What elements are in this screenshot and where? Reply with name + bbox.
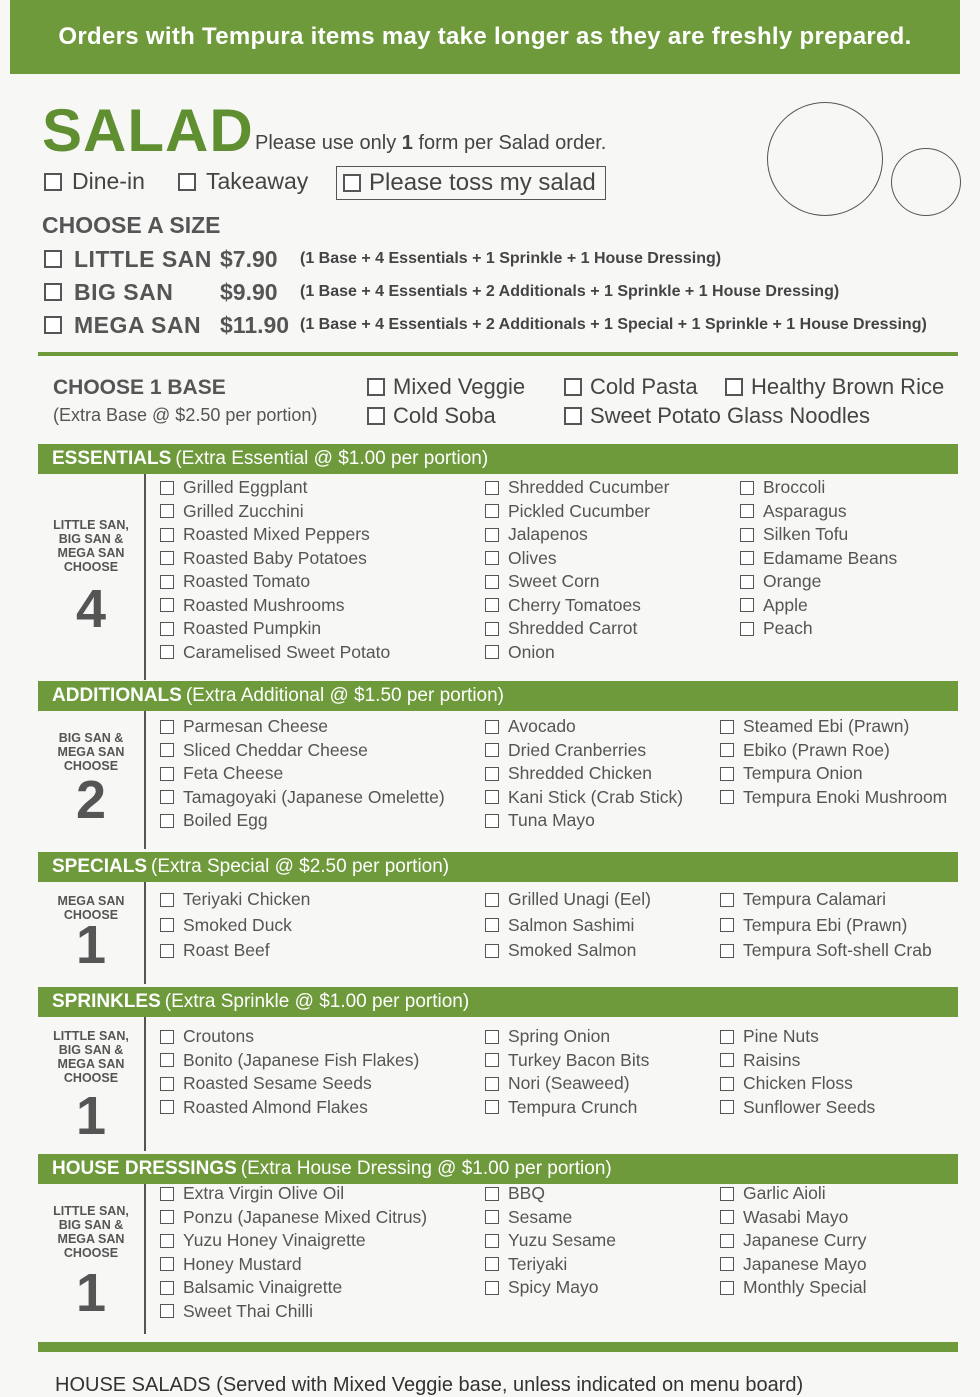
- option-checkbox[interactable]: [720, 1187, 734, 1201]
- size-option-mega[interactable]: MEGA SAN $11.90 (1 Base + 4 Essentials + 2 Additionals + 1 Special + 1 Sprinkle + 1 House Dressing): [44, 310, 927, 340]
- divider: [38, 1342, 958, 1352]
- divider: [38, 352, 958, 356]
- option-checkbox[interactable]: [160, 504, 174, 518]
- option-checkbox[interactable]: [160, 720, 174, 734]
- essentials-section: [38, 474, 958, 680]
- option-checkbox[interactable]: [720, 720, 734, 734]
- menu-option[interactable]: [720, 763, 863, 784]
- menu-option[interactable]: [720, 1097, 875, 1118]
- additionals-header: ADDITIONALS (Extra Additional @ $1.50 per portion): [38, 681, 958, 711]
- menu-option[interactable]: [485, 1050, 649, 1071]
- menu-option[interactable]: [485, 595, 641, 616]
- menu-option[interactable]: [720, 1207, 848, 1228]
- menu-option[interactable]: [740, 477, 825, 498]
- base-option[interactable]: Healthy Brown Rice: [725, 374, 944, 400]
- base-option[interactable]: Cold Soba: [367, 403, 496, 429]
- option-checkbox[interactable]: [485, 1234, 499, 1248]
- base-option[interactable]: Cold Pasta: [564, 374, 698, 400]
- option-checkbox[interactable]: [160, 598, 174, 612]
- choose-who-label: CHOOSE: [63, 759, 119, 773]
- option-label: Turkey Bacon Bits: [508, 1049, 650, 1070]
- choose-who-label: MEGA SAN: [57, 894, 125, 908]
- option-checkbox[interactable]: [160, 944, 174, 958]
- menu-option[interactable]: [160, 477, 308, 498]
- menu-option[interactable]: [720, 787, 947, 808]
- option-checkbox[interactable]: [740, 481, 754, 495]
- menu-option[interactable]: [160, 1183, 344, 1204]
- toss-salad-option[interactable]: Please toss my salad: [336, 166, 606, 200]
- menu-option[interactable]: [740, 595, 808, 616]
- option-label: Monthly Special: [743, 1277, 867, 1297]
- option-checkbox[interactable]: [740, 622, 754, 636]
- option-checkbox[interactable]: [160, 918, 174, 932]
- menu-option[interactable]: [485, 642, 555, 663]
- option-checkbox[interactable]: [485, 598, 499, 612]
- option-label: Asparagus: [763, 500, 847, 521]
- choose-who-label: BIG SAN &: [58, 1043, 124, 1057]
- base-checkbox[interactable]: [725, 378, 743, 396]
- menu-option[interactable]: [160, 1050, 419, 1071]
- choose-count: 1: [75, 1086, 107, 1146]
- base-option[interactable]: Mixed Veggie: [367, 374, 525, 400]
- option-label: Tempura Soft-shell Crab: [743, 940, 932, 960]
- dine-in-option[interactable]: Dine-in: [44, 168, 145, 195]
- option-label: Silken Tofu: [763, 524, 849, 544]
- option-checkbox[interactable]: [485, 1053, 499, 1067]
- option-label: Japanese Mayo: [743, 1253, 867, 1274]
- menu-option[interactable]: [485, 618, 637, 639]
- option-label: Teriyaki Chicken: [183, 889, 311, 909]
- menu-option[interactable]: [485, 1277, 598, 1298]
- option-label: Pine Nuts: [743, 1026, 819, 1046]
- menu-option[interactable]: [740, 548, 897, 569]
- menu-option[interactable]: [720, 1254, 867, 1275]
- menu-option[interactable]: [160, 571, 310, 592]
- base-checkbox[interactable]: [367, 407, 385, 425]
- menu-option[interactable]: [485, 501, 650, 522]
- option-label: Nori (Seaweed): [508, 1073, 630, 1093]
- choose-who-label: CHOOSE: [63, 560, 119, 574]
- option-label: Parmesan Cheese: [183, 716, 328, 736]
- menu-option[interactable]: [485, 1097, 637, 1118]
- option-checkbox[interactable]: [485, 1187, 499, 1201]
- option-checkbox[interactable]: [160, 1030, 174, 1044]
- option-label: Jalapenos: [508, 524, 588, 544]
- menu-option[interactable]: [720, 1026, 819, 1047]
- option-label: Roasted Mixed Peppers: [183, 524, 370, 544]
- option-checkbox[interactable]: [485, 528, 499, 542]
- sprinkles-header: SPRINKLES (Extra Sprinkle @ $1.00 per portion): [38, 987, 958, 1017]
- menu-option[interactable]: [740, 618, 813, 639]
- menu-option[interactable]: [720, 716, 909, 737]
- option-checkbox[interactable]: [160, 1281, 174, 1295]
- menu-option[interactable]: [485, 716, 576, 737]
- option-checkbox[interactable]: [740, 528, 754, 542]
- option-label: Feta Cheese: [183, 763, 284, 783]
- option-label: Broccoli: [763, 477, 826, 497]
- option-checkbox[interactable]: [160, 1210, 174, 1224]
- option-label: Sesame: [508, 1206, 573, 1227]
- menu-option[interactable]: [485, 477, 669, 498]
- menu-option[interactable]: [720, 889, 886, 910]
- toss-checkbox[interactable]: [343, 174, 361, 192]
- menu-option[interactable]: [720, 1277, 867, 1298]
- essentials-header: ESSENTIALS (Extra Essential @ $1.00 per portion): [38, 444, 958, 474]
- tempura-notice-banner: Orders with Tempura items may take longer as they are freshly prepared.: [10, 0, 960, 74]
- option-checkbox[interactable]: [485, 814, 499, 828]
- option-label: Bonito (Japanese Fish Flakes): [183, 1049, 420, 1070]
- option-label: Roasted Baby Potatoes: [183, 547, 367, 568]
- menu-option[interactable]: [720, 740, 890, 761]
- option-checkbox[interactable]: [160, 814, 174, 828]
- choose-who-label: CHOOSE: [63, 1071, 119, 1085]
- option-checkbox[interactable]: [485, 1281, 499, 1295]
- option-checkbox[interactable]: [720, 1100, 734, 1114]
- option-checkbox[interactable]: [720, 1030, 734, 1044]
- option-checkbox[interactable]: [485, 720, 499, 734]
- option-checkbox[interactable]: [160, 1234, 174, 1248]
- section-side-panel: [38, 474, 146, 680]
- choose-who-label: BIG SAN &: [58, 731, 124, 745]
- option-checkbox[interactable]: [485, 1030, 499, 1044]
- option-checkbox[interactable]: [485, 1210, 499, 1224]
- option-label: Steamed Ebi (Prawn): [743, 716, 910, 736]
- menu-option[interactable]: [160, 1073, 372, 1094]
- menu-option[interactable]: [485, 940, 636, 961]
- menu-option[interactable]: [720, 1050, 800, 1071]
- base-extra-note: (Extra Base @ $2.50 per portion): [53, 405, 318, 425]
- menu-option[interactable]: [740, 524, 848, 545]
- menu-option[interactable]: [160, 1026, 254, 1047]
- option-label: Yuzu Honey Vinaigrette: [183, 1230, 366, 1250]
- option-label: Dried Cranberries: [508, 739, 647, 760]
- option-checkbox[interactable]: [160, 645, 174, 659]
- option-label: Sweet Thai Chilli: [183, 1300, 314, 1321]
- option-label: Sweet Corn: [508, 571, 600, 591]
- option-label: Tempura Ebi (Prawn): [743, 914, 908, 935]
- option-label: BBQ: [508, 1183, 545, 1203]
- option-checkbox[interactable]: [720, 743, 734, 757]
- menu-option[interactable]: [160, 642, 390, 663]
- option-checkbox[interactable]: [160, 1077, 174, 1091]
- menu-option[interactable]: [160, 740, 368, 761]
- choose-who-label: LITTLE SAN,: [53, 1204, 129, 1218]
- option-checkbox[interactable]: [485, 481, 499, 495]
- menu-option[interactable]: [485, 1026, 610, 1047]
- size-option-big[interactable]: BIG SAN $9.90 (1 Base + 4 Essentials + 2 Additionals + 1 Sprinkle + 1 House Dressing): [44, 277, 839, 307]
- option-checkbox[interactable]: [160, 790, 174, 804]
- dine-in-checkbox[interactable]: [44, 173, 62, 191]
- choose-count: 1: [75, 1263, 107, 1323]
- menu-option[interactable]: [720, 1230, 867, 1251]
- option-checkbox[interactable]: [160, 1053, 174, 1067]
- menu-option[interactable]: [485, 1207, 572, 1228]
- option-checkbox[interactable]: [485, 645, 499, 659]
- choose-who-label: CHOOSE: [63, 1246, 119, 1260]
- option-checkbox[interactable]: [720, 918, 734, 932]
- choose-who-label: MEGA SAN: [57, 1057, 125, 1071]
- option-label: Grilled Zucchini: [183, 500, 304, 521]
- menu-option[interactable]: [485, 787, 683, 808]
- menu-option[interactable]: [485, 1073, 630, 1094]
- menu-option[interactable]: [160, 889, 310, 910]
- menu-option[interactable]: [485, 1183, 545, 1204]
- option-checkbox[interactable]: [485, 1077, 499, 1091]
- choose-who-label: MEGA SAN: [57, 745, 125, 759]
- choose-count: 2: [75, 770, 107, 830]
- size-checkbox[interactable]: [44, 316, 62, 334]
- option-checkbox[interactable]: [720, 1234, 734, 1248]
- menu-option[interactable]: [720, 1183, 826, 1204]
- option-label: Apple: [763, 594, 808, 615]
- option-label: Spring Onion: [508, 1026, 611, 1046]
- choose-who-label: MEGA SAN: [57, 1232, 125, 1246]
- menu-option[interactable]: [485, 810, 595, 831]
- menu-option[interactable]: [160, 940, 270, 961]
- base-checkbox[interactable]: [367, 378, 385, 396]
- choose-who-label: LITTLE SAN,: [53, 1029, 129, 1043]
- option-checkbox[interactable]: [720, 1281, 734, 1295]
- option-label: Roasted Sesame Seeds: [183, 1073, 372, 1093]
- option-label: Tempura Crunch: [508, 1096, 638, 1117]
- menu-option[interactable]: [485, 1254, 567, 1275]
- option-label: Wasabi Mayo: [743, 1206, 849, 1227]
- option-checkbox[interactable]: [160, 481, 174, 495]
- option-label: Smoked Duck: [183, 914, 292, 935]
- menu-option[interactable]: [160, 524, 370, 545]
- option-label: Smoked Salmon: [508, 940, 637, 960]
- option-label: Cherry Tomatoes: [508, 594, 641, 615]
- option-checkbox[interactable]: [160, 1100, 174, 1114]
- menu-option[interactable]: [160, 618, 321, 639]
- option-checkbox[interactable]: [485, 767, 499, 781]
- house-dressings-section: [38, 1184, 958, 1334]
- sprinkles-section: [38, 1017, 958, 1151]
- option-label: Grilled Unagi (Eel): [508, 889, 651, 909]
- size-checkbox[interactable]: [44, 283, 62, 301]
- option-label: Sunflower Seeds: [743, 1096, 876, 1117]
- menu-option[interactable]: [720, 1073, 853, 1094]
- option-label: Shredded Chicken: [508, 763, 652, 783]
- choose-count: 1: [75, 915, 107, 975]
- option-checkbox[interactable]: [485, 893, 499, 907]
- option-checkbox[interactable]: [160, 528, 174, 542]
- menu-option[interactable]: [160, 1301, 313, 1322]
- option-label: Peach: [763, 618, 813, 638]
- option-checkbox[interactable]: [720, 1257, 734, 1271]
- menu-option[interactable]: [160, 1277, 342, 1298]
- option-label: Edamame Beans: [763, 547, 898, 568]
- option-label: Pickled Cucumber: [508, 500, 650, 521]
- menu-option[interactable]: [160, 548, 367, 569]
- option-checkbox[interactable]: [485, 790, 499, 804]
- option-checkbox[interactable]: [720, 893, 734, 907]
- option-checkbox[interactable]: [720, 1077, 734, 1091]
- option-checkbox[interactable]: [740, 551, 754, 565]
- base-checkbox[interactable]: [564, 378, 582, 396]
- menu-option[interactable]: [160, 595, 344, 616]
- specials-section: [38, 882, 958, 984]
- additionals-section: [38, 711, 958, 849]
- option-checkbox[interactable]: [160, 743, 174, 757]
- option-checkbox[interactable]: [720, 944, 734, 958]
- menu-option[interactable]: [160, 501, 304, 522]
- option-label: Shredded Carrot: [508, 618, 638, 638]
- option-label: Garlic Aioli: [743, 1183, 826, 1203]
- option-checkbox[interactable]: [485, 551, 499, 565]
- takeaway-option[interactable]: Takeaway: [178, 168, 308, 195]
- menu-option[interactable]: [160, 787, 445, 808]
- choose-who-label: BIG SAN &: [58, 532, 124, 546]
- menu-option[interactable]: [160, 915, 292, 936]
- option-label: Japanese Curry: [743, 1230, 867, 1250]
- size-checkbox[interactable]: [44, 250, 62, 268]
- option-label: Extra Virgin Olive Oil: [183, 1183, 345, 1203]
- option-label: Salmon Sashimi: [508, 914, 635, 935]
- menu-option[interactable]: [485, 524, 588, 545]
- option-checkbox[interactable]: [485, 918, 499, 932]
- option-label: Roast Beef: [183, 940, 270, 960]
- base-option[interactable]: Sweet Potato Glass Noodles: [564, 403, 870, 429]
- option-label: Roasted Mushrooms: [183, 594, 345, 615]
- option-label: Caramelised Sweet Potato: [183, 641, 391, 662]
- menu-option[interactable]: [160, 810, 268, 831]
- option-checkbox[interactable]: [485, 575, 499, 589]
- option-label: Sliced Cheddar Cheese: [183, 739, 368, 760]
- option-checkbox[interactable]: [160, 1187, 174, 1201]
- option-checkbox[interactable]: [485, 1100, 499, 1114]
- choose-who-label: MEGA SAN: [57, 546, 125, 560]
- option-label: Boiled Egg: [183, 810, 268, 830]
- option-checkbox[interactable]: [485, 944, 499, 958]
- specials-header: SPECIALS (Extra Special @ $2.50 per portion): [38, 852, 958, 882]
- menu-option[interactable]: [160, 1230, 366, 1251]
- option-checkbox[interactable]: [740, 598, 754, 612]
- menu-option[interactable]: [485, 1230, 616, 1251]
- option-label: Spicy Mayo: [508, 1277, 599, 1297]
- option-label: Roasted Pumpkin: [183, 618, 322, 638]
- option-label: Tuna Mayo: [508, 810, 595, 830]
- circle-mark-small: [891, 148, 961, 216]
- option-label: Tempura Enoki Mushroom: [743, 786, 948, 807]
- option-label: Shredded Cucumber: [508, 477, 670, 497]
- house-salads-heading: HOUSE SALADS (Served with Mixed Veggie base, unless indicated on menu board): [55, 1374, 804, 1396]
- menu-option[interactable]: [160, 1207, 427, 1228]
- option-label: Tempura Onion: [743, 763, 863, 783]
- menu-option[interactable]: [485, 548, 557, 569]
- menu-option[interactable]: [485, 740, 646, 761]
- menu-option[interactable]: [740, 501, 847, 522]
- option-checkbox[interactable]: [160, 575, 174, 589]
- base-checkbox[interactable]: [564, 407, 582, 425]
- option-label: Roasted Almond Flakes: [183, 1096, 368, 1117]
- menu-option[interactable]: [485, 763, 652, 784]
- option-checkbox[interactable]: [485, 1257, 499, 1271]
- menu-option[interactable]: [740, 571, 821, 592]
- option-checkbox[interactable]: [720, 1053, 734, 1067]
- menu-option[interactable]: [485, 915, 634, 936]
- option-label: Ponzu (Japanese Mixed Citrus): [183, 1206, 428, 1227]
- option-checkbox[interactable]: [720, 767, 734, 781]
- option-label: Tamagoyaki (Japanese Omelette): [183, 786, 445, 807]
- option-label: Teriyaki: [508, 1253, 568, 1274]
- option-label: Croutons: [183, 1026, 255, 1046]
- menu-option[interactable]: [160, 1097, 368, 1118]
- option-checkbox[interactable]: [720, 790, 734, 804]
- option-label: Raisins: [743, 1049, 801, 1070]
- option-checkbox[interactable]: [160, 1304, 174, 1318]
- menu-option[interactable]: [720, 940, 932, 961]
- option-label: Ebiko (Prawn Roe): [743, 739, 890, 760]
- page-title: SALAD: [42, 97, 254, 164]
- option-checkbox[interactable]: [720, 1210, 734, 1224]
- option-checkbox[interactable]: [740, 575, 754, 589]
- menu-option[interactable]: [485, 571, 599, 592]
- option-label: Orange: [763, 571, 822, 591]
- option-label: Olives: [508, 547, 557, 568]
- option-label: Balsamic Vinaigrette: [183, 1277, 343, 1297]
- option-label: Onion: [508, 641, 555, 662]
- option-label: Honey Mustard: [183, 1253, 302, 1274]
- option-label: Yuzu Sesame: [508, 1230, 616, 1250]
- base-heading: CHOOSE 1 BASE: [53, 376, 226, 399]
- option-checkbox[interactable]: [160, 893, 174, 907]
- menu-option[interactable]: [720, 915, 907, 936]
- option-checkbox[interactable]: [485, 504, 499, 518]
- form-usage-note: Please use only 1 form per Salad order.: [255, 132, 607, 154]
- option-label: Tempura Calamari: [743, 889, 886, 909]
- house-dressings-header: HOUSE DRESSINGS (Extra House Dressing @ $1.00 per portion): [38, 1154, 958, 1184]
- option-label: Kani Stick (Crab Stick): [508, 786, 684, 807]
- choose-who-label: BIG SAN &: [58, 1218, 124, 1232]
- option-label: Roasted Tomato: [183, 571, 311, 591]
- option-checkbox[interactable]: [160, 551, 174, 565]
- size-option-little[interactable]: LITTLE SAN $7.90 (1 Base + 4 Essentials + 1 Sprinkle + 1 House Dressing): [44, 244, 721, 274]
- choose-who-label: CHOOSE: [63, 908, 119, 922]
- menu-option[interactable]: [160, 716, 328, 737]
- option-checkbox[interactable]: [485, 622, 499, 636]
- option-checkbox[interactable]: [160, 767, 174, 781]
- choose-count: 4: [75, 579, 107, 639]
- menu-option[interactable]: [160, 763, 283, 784]
- circle-mark-large: [767, 102, 883, 216]
- option-label: Chicken Floss: [743, 1073, 853, 1093]
- option-checkbox[interactable]: [160, 1257, 174, 1271]
- option-checkbox[interactable]: [485, 743, 499, 757]
- menu-option[interactable]: [485, 889, 651, 910]
- choose-size-heading: CHOOSE A SIZE: [42, 212, 221, 238]
- takeaway-checkbox[interactable]: [178, 173, 196, 191]
- option-checkbox[interactable]: [740, 504, 754, 518]
- option-label: Grilled Eggplant: [183, 477, 308, 497]
- option-label: Avocado: [508, 716, 576, 736]
- choose-who-label: LITTLE SAN,: [53, 518, 129, 532]
- menu-option[interactable]: [160, 1254, 302, 1275]
- option-checkbox[interactable]: [160, 622, 174, 636]
